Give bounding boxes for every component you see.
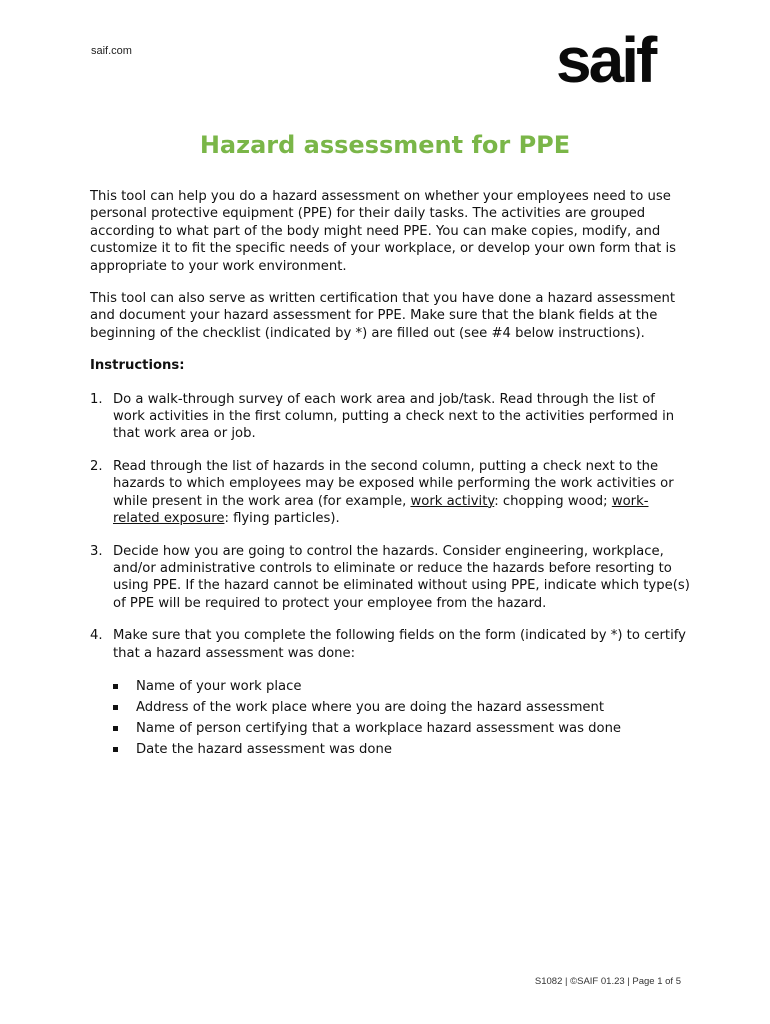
- step-text: Do a walk-through survey of each work area and job/task. Read through the list of work activities in the first column, putting a check next to the activities performed in that work area or job.: [113, 391, 675, 442]
- bullet-text: Address of the work place where you are doing the hazard assessment: [136, 699, 605, 715]
- square-bullet-icon: [113, 699, 136, 716]
- saif-logo: saif: [556, 24, 655, 96]
- list-item: [113, 699, 690, 716]
- instruction-step-2: [90, 458, 690, 528]
- bullet-text: Name of your work place: [136, 678, 302, 694]
- list-item: [113, 678, 690, 695]
- document-body: [90, 188, 690, 777]
- instruction-step-3: [90, 543, 690, 613]
- instructions-list: [90, 391, 690, 762]
- intro-paragraph-1: This tool can help you do a hazard assessment on whether your employees need to use personal protective equipment (PPE) for their daily tasks. The activities are grouped according to what part of the body might need PPE. You can make copies, modify, and customize it to fit the specific needs of your workplace, or develop your own form that is appropriate to your work environment.: [90, 189, 677, 274]
- step-text-part: : chopping wood;: [494, 493, 612, 509]
- step-body: [113, 627, 690, 762]
- square-bullet-icon: [113, 678, 136, 695]
- list-item: [113, 720, 690, 737]
- intro-paragraph-2: This tool can also serve as written certification that you have done a hazard assessment and document your hazard assessment for PPE. Make sure that the blank fields at the beginning of the checklist (indicated by *) are filled out (see #4 below instructions).: [90, 291, 675, 341]
- required-fields-list: [113, 678, 690, 758]
- instructions-heading: Instructions:: [90, 358, 185, 374]
- list-item: [113, 741, 690, 758]
- instruction-step-1: [90, 391, 690, 443]
- work-related-exposure-term: work-related exposure: [113, 493, 649, 527]
- step-number: 4.: [90, 628, 103, 644]
- step-number: 2.: [90, 458, 103, 474]
- site-url: saif.com: [91, 45, 132, 57]
- page-footer: S1082 | ©SAIF 01.23 | Page 1 of 5: [534, 976, 681, 987]
- page-title: Hazard assessment for PPE: [199, 131, 571, 159]
- bullet-text: Date the hazard assessment was done: [136, 741, 392, 757]
- step-text: [113, 458, 690, 528]
- square-bullet-icon: [113, 720, 136, 737]
- step-number: 1.: [90, 391, 103, 407]
- step-text-part: Read through the list of hazards in the second column, putting a check next to the hazards to which employees may be exposed while performing the work activities or while present in the work area (for example,: [113, 458, 674, 509]
- step-text: Make sure that you complete the following fields on the form (indicated by *) to certify that a hazard assessment was done:: [113, 628, 686, 661]
- bullet-text: Name of person certifying that a workplace hazard assessment was done: [136, 720, 622, 736]
- instruction-step-4: [90, 627, 690, 762]
- step-number: 3.: [90, 543, 103, 559]
- work-activity-term: work activity: [410, 493, 495, 509]
- step-text-part: : flying particles).: [224, 511, 340, 527]
- step-text: Decide how you are going to control the hazards. Consider engineering, workplace, and/or administrative controls to eliminate or reduce the hazards before resorting to using PPE. If the hazard cannot be eliminated without using PPE, indicate which type(s) of PPE will be required to protect your employee from the hazard.: [113, 543, 690, 611]
- square-bullet-icon: [113, 741, 136, 758]
